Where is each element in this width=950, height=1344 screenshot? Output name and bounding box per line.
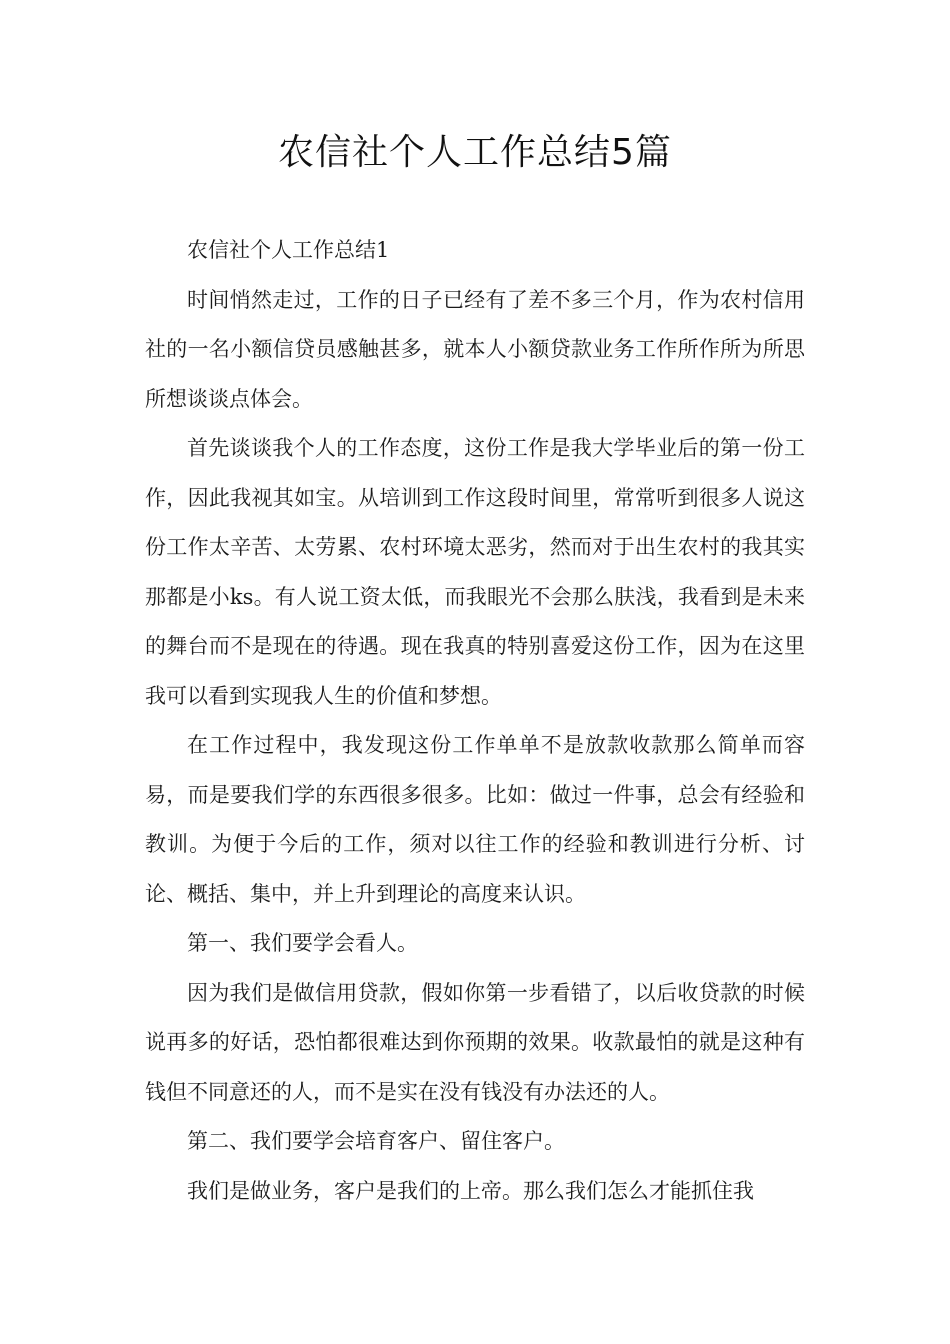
section-heading: 农信社个人工作总结1 <box>187 238 390 262</box>
paragraph: 第一、我们要学会看人。 <box>187 931 418 955</box>
paragraph: 我们是做业务，客户是我们的上帝。那么我们怎么才能抓住我 <box>187 1178 754 1203</box>
document-title: 农信社个人工作总结5篇 <box>278 132 672 173</box>
paragraph: 时间悄然走过，工作的日子已经有了差不多三个月，作为农村信用社的一名小额信贷员感触甚多，就本人小额贷款业务工作所作所为所思所想谈谈点体会。 <box>145 287 805 411</box>
paragraph: 在工作过程中，我发现这份工作单单不是放款收款那么简单而容易，而是要我们学的东西很多很多。比如：做过一件事，总会有经验和教训。为便于今后的工作，须对以往工作的经验和教训进行分析、讨论、概括、集中，并上升到理论的高度来认识。 <box>145 733 805 906</box>
document-body <box>145 226 805 1216</box>
paragraph: 首先谈谈我个人的工作态度，这份工作是我大学毕业后的第一份工作，因此我视其如宝。从培训到工作这段时间里，常常听到很多人说这份工作太辛苦、太劳累、农村环境太恶劣，然而对于出生农村的我其实那都是小ks。有人说工资太低，而我眼光不会那么肤浅，我看到是未来的舞台而不是现在的待遇。现在我真的特别喜爱这份工作，因为在这里我可以看到实现我人生的价值和梦想。 <box>145 436 805 708</box>
paragraph: 因为我们是做信用贷款，假如你第一步看错了，以后收贷款的时候说再多的好话，恐怕都很难达到你预期的效果。收款最怕的就是这种有钱但不同意还的人，而不是实在没有钱没有办法还的人。 <box>145 980 805 1104</box>
paragraph: 第二、我们要学会培育客户、留住客户。 <box>187 1129 565 1153</box>
